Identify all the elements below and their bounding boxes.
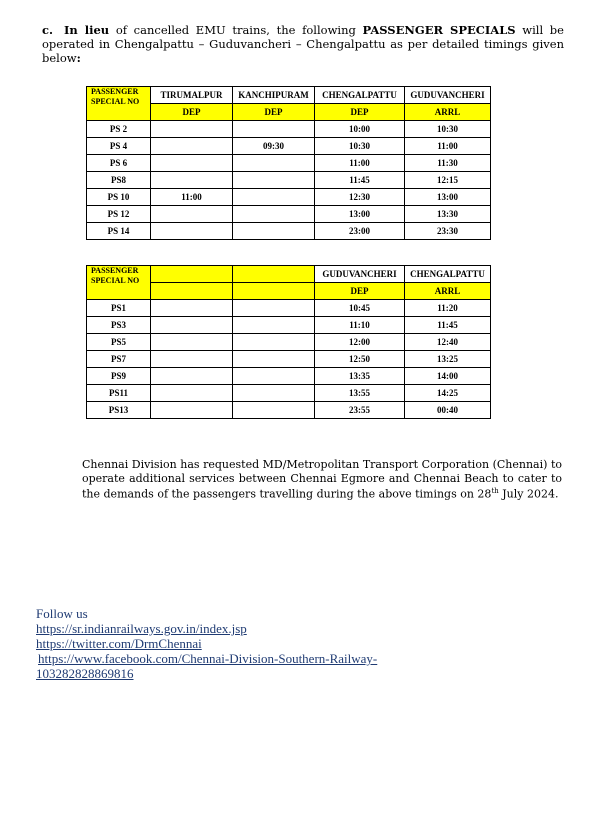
time-cell: 11:20 [405, 300, 491, 317]
intro-lead: In lieu [64, 23, 110, 37]
mtc-request-paragraph [82, 458, 562, 501]
header-station: CHENGALPATTU [405, 266, 491, 283]
table-row [87, 317, 491, 334]
time-cell [151, 317, 233, 334]
time-cell: 14:25 [405, 385, 491, 402]
subheader-dep: DEP [315, 283, 405, 300]
link-twitter[interactable]: https://twitter.com/DrmChennai [36, 636, 202, 651]
subheader-dep: DEP [315, 104, 405, 121]
time-cell: 11:00 [151, 189, 233, 206]
time-cell [151, 351, 233, 368]
time-cell: 10:30 [405, 121, 491, 138]
time-cell [233, 155, 315, 172]
table-row [87, 223, 491, 240]
header-station: TIRUMALPUR [151, 87, 233, 104]
time-cell: 11:10 [315, 317, 405, 334]
time-cell: 10:00 [315, 121, 405, 138]
time-cell: 12:40 [405, 334, 491, 351]
follow-us-title: Follow us [36, 606, 88, 621]
time-cell [233, 368, 315, 385]
time-cell: 11:00 [315, 155, 405, 172]
time-cell [151, 334, 233, 351]
time-cell [233, 206, 315, 223]
header-passenger-special-no: PASSENGER SPECIAL NO [87, 266, 151, 300]
time-cell [151, 155, 233, 172]
time-cell: 23:55 [315, 402, 405, 419]
header-empty [151, 266, 233, 283]
train-number: PS1 [87, 300, 151, 317]
time-cell: 23:00 [315, 223, 405, 240]
subheader-dep: DEP [151, 104, 233, 121]
train-number: PS13 [87, 402, 151, 419]
timetable-guduvancheri-to-chengalpattu [86, 265, 491, 419]
intro-bold-passenger-specials: PASSENGER SPECIALS [362, 23, 516, 37]
time-cell [151, 368, 233, 385]
time-cell: 12:50 [315, 351, 405, 368]
time-cell [233, 334, 315, 351]
table-row [87, 351, 491, 368]
time-cell: 10:45 [315, 300, 405, 317]
table-row [87, 385, 491, 402]
subheader-empty [233, 283, 315, 300]
header-station: CHENGALPATTU [315, 87, 405, 104]
table-row [87, 189, 491, 206]
train-number: PS3 [87, 317, 151, 334]
list-marker: c. [42, 23, 54, 37]
link-facebook[interactable]: https://www.facebook.com/Chennai-Division-Southern-Railway- [38, 651, 378, 666]
time-cell: 11:45 [315, 172, 405, 189]
header-station: GUDUVANCHERI [405, 87, 491, 104]
time-cell: 09:30 [233, 138, 315, 155]
paragraph-text: Chennai Division has requested MD/Metropolitan Transport Corporation (Chennai) to operate additional services between Chennai Egmore and Chennai Beach to cater to the demands of the passengers travelling during the above timings on 28 [82, 458, 562, 501]
time-cell: 13:00 [315, 206, 405, 223]
header-passenger-special-no: PASSENGER SPECIAL NO [87, 87, 151, 121]
time-cell [151, 121, 233, 138]
table-row [87, 172, 491, 189]
time-cell: 11:30 [405, 155, 491, 172]
time-cell: 23:30 [405, 223, 491, 240]
time-cell: 10:30 [315, 138, 405, 155]
follow-us-section [36, 606, 377, 681]
ordinal-suffix: th [491, 487, 499, 495]
time-cell [233, 300, 315, 317]
paragraph-tail: July 2024. [498, 487, 559, 501]
time-cell [151, 385, 233, 402]
link-facebook-continued[interactable]: 103282828869816 [36, 666, 134, 681]
train-number: PS11 [87, 385, 151, 402]
time-cell [233, 402, 315, 419]
intro-colon: : [76, 51, 81, 65]
time-cell: 12:15 [405, 172, 491, 189]
header-empty [233, 266, 315, 283]
timetable-chengalpattu-to-guduvancheri [86, 86, 491, 240]
link-indianrailways[interactable]: https://sr.indianrailways.gov.in/index.jsp [36, 621, 247, 636]
time-cell [233, 121, 315, 138]
table-row [87, 206, 491, 223]
time-cell [233, 189, 315, 206]
time-cell: 13:30 [405, 206, 491, 223]
time-cell [233, 172, 315, 189]
intro-text-2: will be operated in Chengalpattu – Guduvancheri – Chengalpattu as per detailed timings given below [42, 23, 564, 65]
time-cell [151, 223, 233, 240]
train-number: PS 10 [87, 189, 151, 206]
train-number: PS 14 [87, 223, 151, 240]
time-cell [151, 300, 233, 317]
train-number: PS9 [87, 368, 151, 385]
train-number: PS7 [87, 351, 151, 368]
subheader-dep: DEP [233, 104, 315, 121]
time-cell [151, 138, 233, 155]
train-number: PS5 [87, 334, 151, 351]
time-cell: 11:00 [405, 138, 491, 155]
train-number: PS 6 [87, 155, 151, 172]
subheader-arrl: ARRL [405, 104, 491, 121]
time-cell: 13:25 [405, 351, 491, 368]
time-cell: 12:30 [315, 189, 405, 206]
table-row [87, 334, 491, 351]
time-cell: 00:40 [405, 402, 491, 419]
table-row [87, 300, 491, 317]
time-cell [151, 172, 233, 189]
intro-text-1: of cancelled EMU trains, the following [109, 23, 363, 37]
table-row [87, 138, 491, 155]
time-cell [151, 206, 233, 223]
time-cell: 13:00 [405, 189, 491, 206]
time-cell: 11:45 [405, 317, 491, 334]
subheader-arrl: ARRL [405, 283, 491, 300]
train-number: PS8 [87, 172, 151, 189]
time-cell [151, 402, 233, 419]
subheader-empty [151, 283, 233, 300]
intro-paragraph [42, 23, 564, 65]
header-station: KANCHIPURAM [233, 87, 315, 104]
table-row [87, 368, 491, 385]
time-cell [233, 317, 315, 334]
time-cell: 13:35 [315, 368, 405, 385]
time-cell [233, 351, 315, 368]
train-number: PS 4 [87, 138, 151, 155]
table-row [87, 402, 491, 419]
header-station: GUDUVANCHERI [315, 266, 405, 283]
table-row [87, 155, 491, 172]
time-cell: 13:55 [315, 385, 405, 402]
time-cell: 12:00 [315, 334, 405, 351]
train-number: PS 12 [87, 206, 151, 223]
time-cell: 14:00 [405, 368, 491, 385]
train-number: PS 2 [87, 121, 151, 138]
table-row [87, 121, 491, 138]
time-cell [233, 385, 315, 402]
time-cell [233, 223, 315, 240]
